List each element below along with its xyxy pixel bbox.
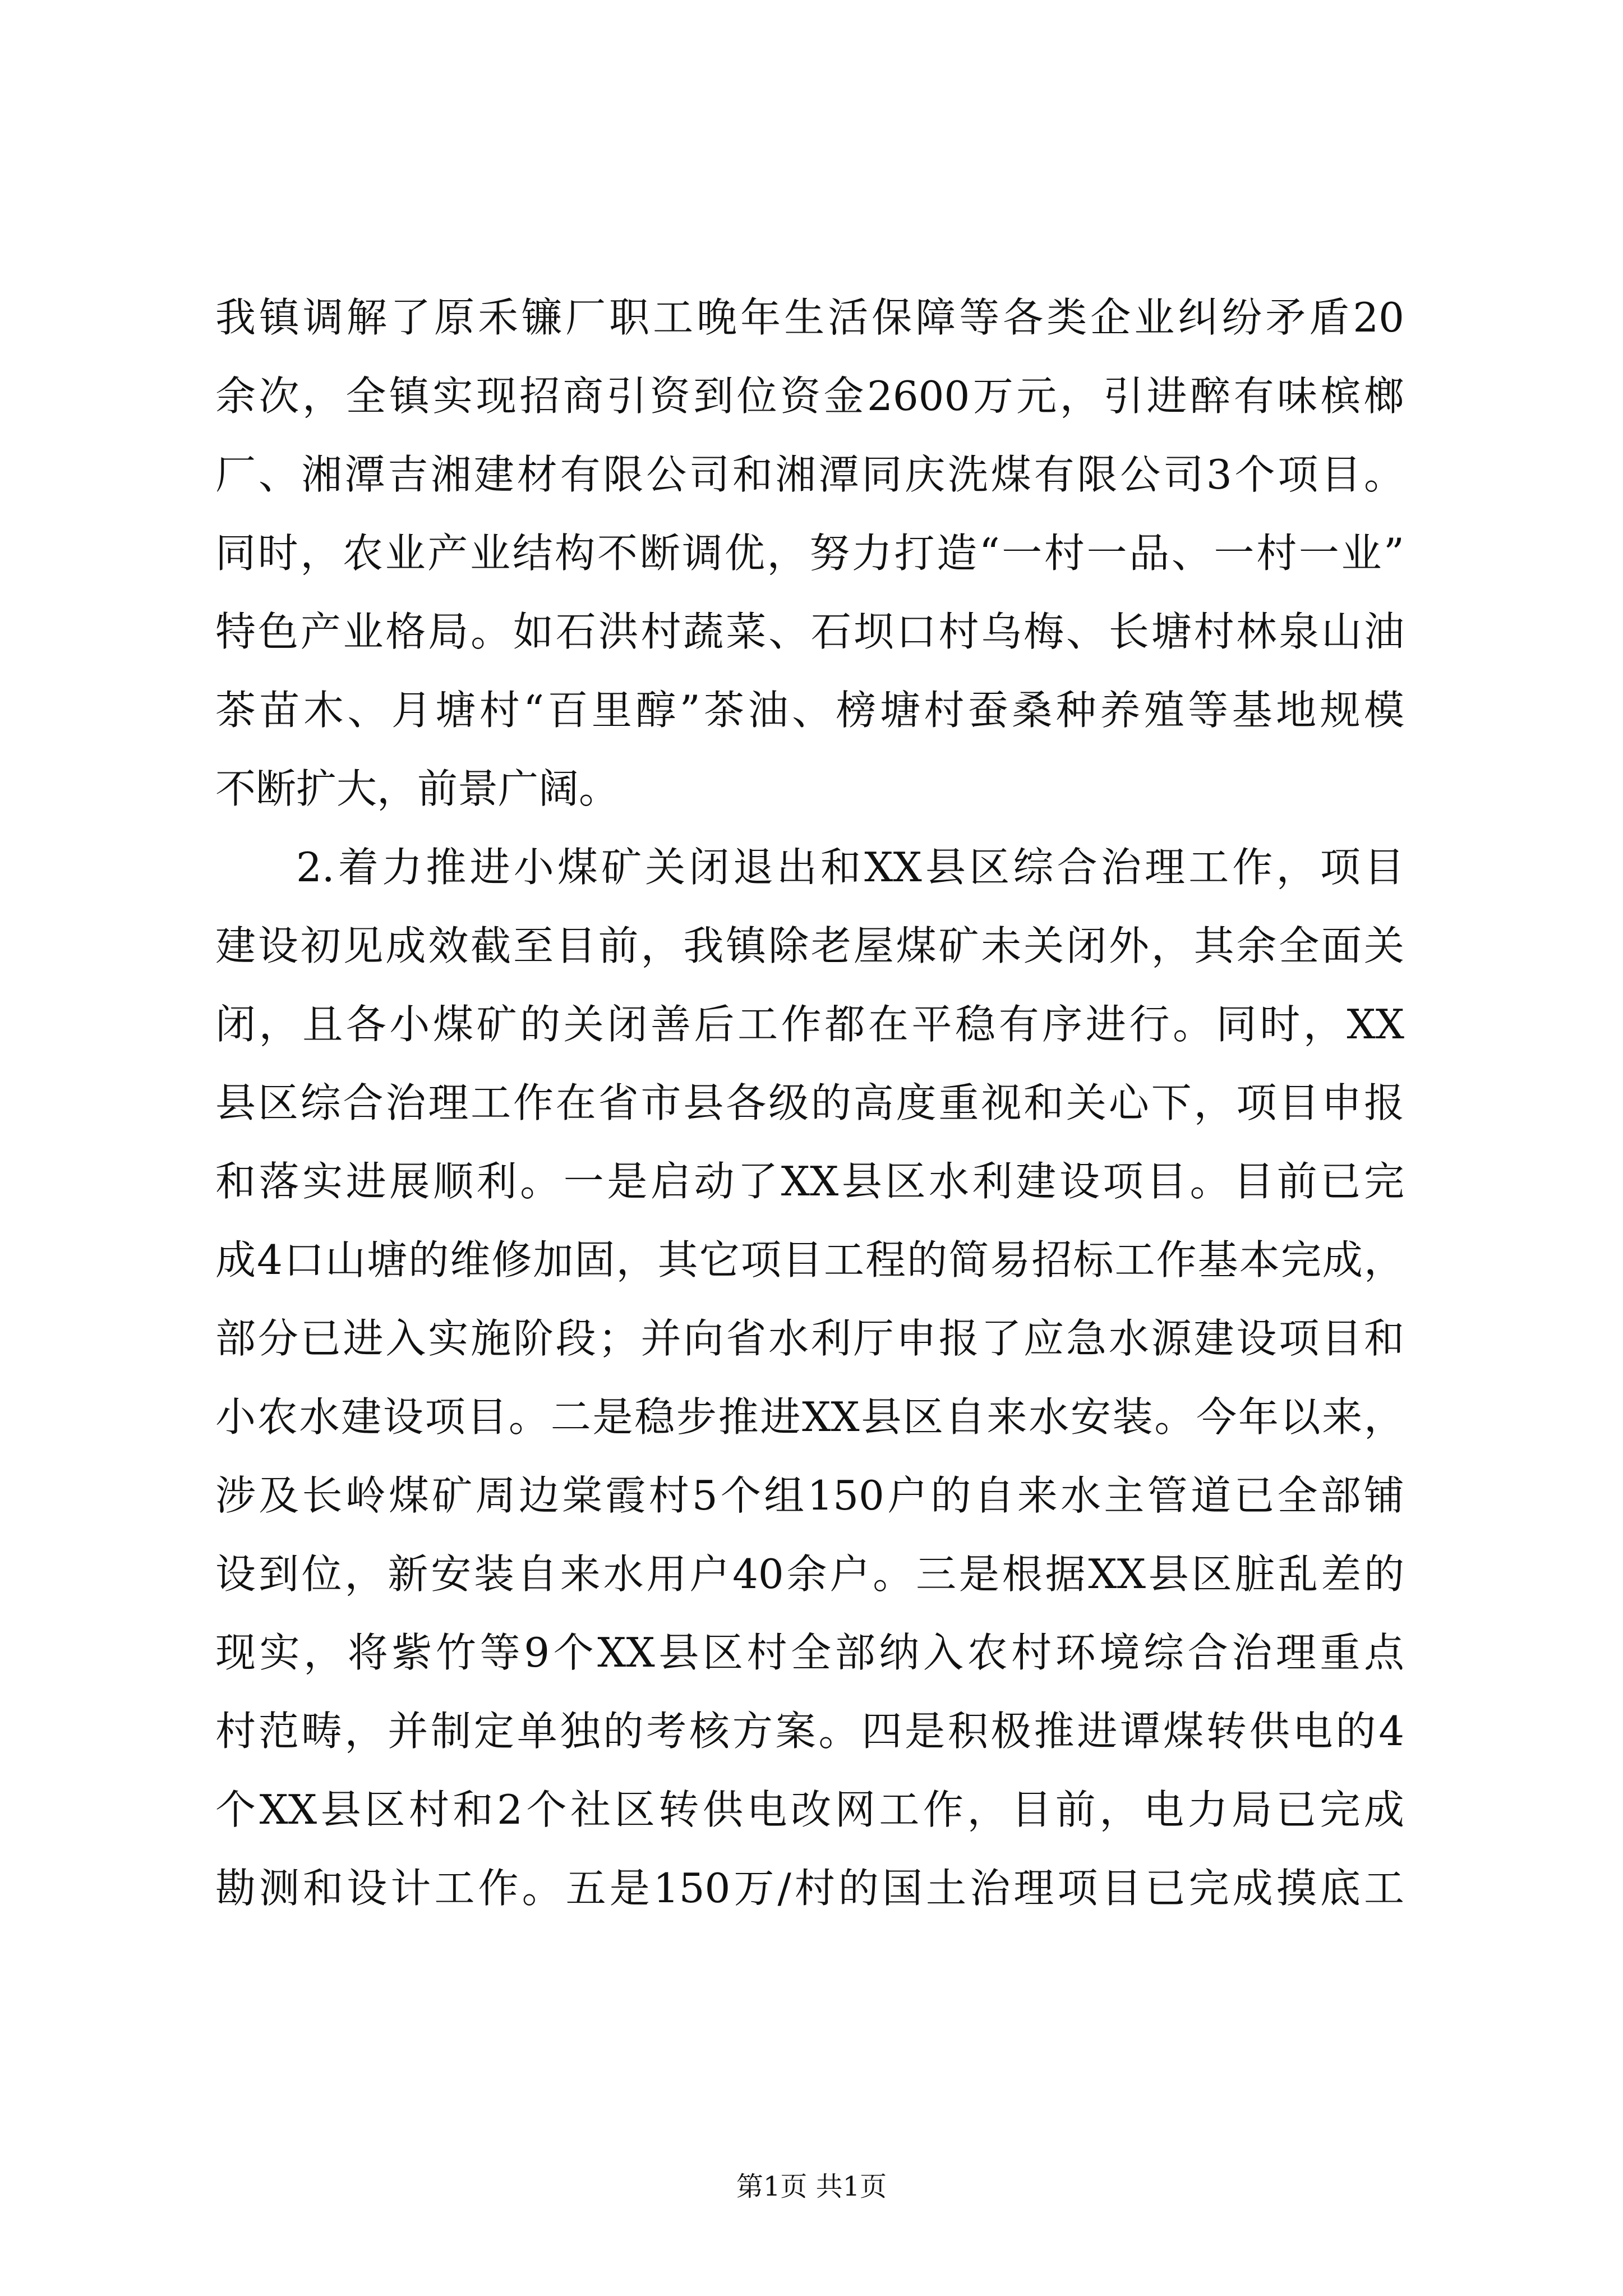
text-line: 设到位，新安装自来水用户40余户。三是根据XX县区脏乱差的 — [215, 1550, 1404, 1598]
text-line: 同时，农业产业结构不断调优，努力打造“一村一品、一村一业” — [215, 530, 1404, 577]
text-line: 不断扩大，前景广阔。 — [215, 765, 620, 812]
text-line: 涉及长岭煤矿周边棠霞村5个组150户的自来水主管道已全部铺 — [215, 1472, 1404, 1519]
text-line: 勘测和设计工作。五是150万/村的国土治理项目已完成摸底工 — [215, 1865, 1404, 1912]
text-line: 闭，且各小煤矿的关闭善后工作都在平稳有序进行。同时，XX — [215, 1001, 1404, 1048]
text-line: 我镇调解了原禾镰厂职工晚年生活保障等各类企业纠纷矛盾20 — [215, 294, 1404, 341]
text-line: 成4口山塘的维修加固，其它项目工程的简易招标工作基本完成， — [215, 1236, 1404, 1283]
text-line: 厂、湘潭吉湘建材有限公司和湘潭同庆洗煤有限公司3个项目。 — [215, 451, 1404, 498]
text-line: 村范畴，并制定单独的考核方案。四是积极推进谭煤转供电的4 — [215, 1708, 1404, 1755]
text-line: 建设初见成效截至目前，我镇除老屋煤矿未关闭外，其余全面关 — [215, 922, 1404, 969]
text-line: 2.着力推进小煤矿关闭退出和XX县区综合治理工作，项目 — [296, 844, 1404, 891]
text-line: 现实，将紫竹等9个XX县区村全部纳入农村环境综合治理重点 — [215, 1629, 1404, 1676]
text-line: 和落实进展顺利。一是启动了XX县区水利建设项目。目前已完 — [215, 1158, 1404, 1205]
page-footer: 第1页 共1页 — [736, 2171, 887, 2202]
text-line: 部分已进入实施阶段；并向省水利厅申报了应急水源建设项目和 — [215, 1315, 1404, 1362]
text-line: 县区综合治理工作在省市县各级的高度重视和关心下，项目申报 — [215, 1079, 1404, 1126]
text-line: 余次，全镇实现招商引资到位资金2600万元，引进醉有味槟榔 — [215, 372, 1404, 420]
text-line: 特色产业格局。如石洪村蔬菜、石坝口村乌梅、长塘村林泉山油 — [215, 608, 1404, 655]
text-line: 小农水建设项目。二是稳步推进XX县区自来水安装。今年以来， — [215, 1393, 1404, 1441]
text-line: 个XX县区村和2个社区转供电改网工作，目前，电力局已完成 — [215, 1786, 1404, 1833]
document-body — [215, 278, 1404, 1927]
text-line: 茶苗木、月塘村“百里醇”茶油、榜塘村蚕桑种养殖等基地规模 — [215, 687, 1404, 734]
